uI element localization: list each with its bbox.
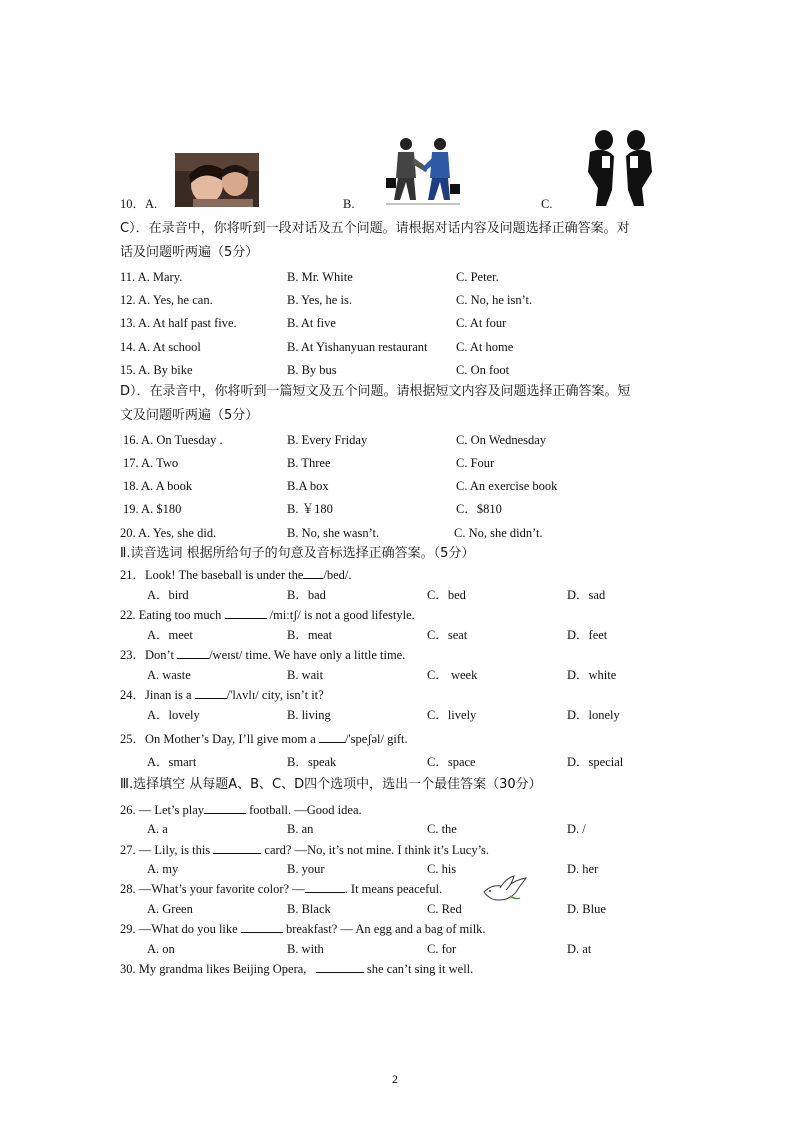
section-3-title: Ⅲ.选择填空 从每题A、B、C、D四个选项中，选出一个最佳答案（30分）	[120, 777, 542, 792]
q29-option-a: A. on	[147, 942, 175, 956]
q29-blank	[241, 921, 283, 933]
q27-option-c: C. his	[427, 862, 457, 876]
q10-option-b: B.	[343, 197, 355, 211]
q22-option-a: A．meet	[147, 628, 193, 642]
q25-option-c: C．space	[427, 755, 476, 769]
q25-stem-end: /'speʃəl/ gift.	[344, 732, 408, 746]
q21-option-a: A．bird	[147, 588, 189, 602]
q30-blank	[316, 961, 364, 973]
q29-stem	[120, 921, 486, 937]
q14-option-a: 14. A. At school	[120, 340, 201, 354]
q26-stem	[120, 802, 362, 818]
q24-stem-end: /'lʌvlɪ/ city, isn’t it?	[226, 688, 324, 702]
q29-stem-start: 29. —What do you like	[120, 922, 238, 936]
q25-stem-start: 25．On Mother’s Day, I’ll give mom a	[120, 732, 316, 746]
section-d-instruction-line2: 文及问题听两遍（5分）	[120, 408, 259, 423]
q21-stem-start: 21．Look! The baseball is under the	[120, 568, 304, 582]
q27-stem-start: 27. — Lily, is this	[120, 843, 211, 857]
q28-stem-end: . It means peaceful.	[344, 882, 443, 896]
q28-stem-start: 28. —What’s your favorite color? —	[120, 882, 305, 896]
q20-option-c: C. No, she didn’t.	[454, 526, 543, 540]
q11-option-b: B. Mr. White	[287, 270, 353, 284]
q22-stem-start: 22. Eating too much	[120, 608, 222, 622]
q17-option-a: 17. A. Two	[123, 456, 179, 470]
section-2-title: Ⅱ.读音选词 根据所给句子的句意及音标选择正确答案。（5分）	[120, 546, 475, 561]
q22-option-c: C．seat	[427, 628, 468, 642]
q13-option-a: 13. A. At half past five.	[120, 316, 237, 330]
q21-blank	[303, 567, 323, 579]
two-people-bowing-icon	[584, 128, 656, 208]
q29-option-b: B. with	[287, 942, 324, 956]
q21-stem	[120, 567, 352, 583]
q23-stem	[120, 647, 405, 663]
q16-option-c: C. On Wednesday	[456, 433, 547, 447]
q27-option-a: A. my	[147, 862, 179, 876]
q16-option-b: B. Every Friday	[287, 433, 368, 447]
q19-option-a: 19. A. $180	[123, 502, 182, 516]
q12-option-c: C. No, he isn’t.	[456, 293, 533, 307]
q30-stem	[120, 961, 473, 977]
q29-option-d: D. at	[567, 942, 592, 956]
q28-option-a: A. Green	[147, 902, 193, 916]
q25-option-b: B．speak	[287, 755, 337, 769]
q24-stem-start: 24．Jinan is a	[120, 688, 192, 702]
q28-option-c: C. Red	[427, 902, 462, 916]
page-number: 2	[392, 1072, 398, 1086]
q15-option-c: C. On foot	[456, 363, 510, 377]
q23-option-a: A. waste	[147, 668, 191, 682]
q10-label: 10．A.	[120, 197, 158, 211]
q14-option-b: B. At Yishanyuan restaurant	[287, 340, 428, 354]
q22-option-b: B．meat	[287, 628, 333, 642]
q24-option-b: B. living	[287, 708, 331, 722]
q20-option-a: 20. A. Yes, she did.	[120, 526, 217, 540]
q17-option-b: B. Three	[287, 456, 331, 470]
q15-option-b: B. By bus	[287, 363, 337, 377]
q24-option-c: C．lively	[427, 708, 477, 722]
q28-stem	[120, 881, 442, 897]
section-c-instruction-line2: 话及问题听两遍（5分）	[120, 245, 259, 260]
q23-option-c: C． week	[427, 668, 478, 682]
q19-option-b: B. ￥180	[287, 502, 333, 516]
q20-option-b: B. No, she wasn’t.	[287, 526, 380, 540]
q14-option-c: C. At home	[456, 340, 514, 354]
q28-blank	[305, 881, 345, 893]
q12-option-b: B. Yes, he is.	[287, 293, 352, 307]
q26-option-a: A. a	[147, 822, 168, 836]
dove-icon	[480, 874, 530, 906]
q24-blank	[195, 687, 227, 699]
q24-option-d: D．lonely	[567, 708, 620, 722]
q13-option-c: C. At four	[456, 316, 507, 330]
q18-option-a: 18. A. A book	[123, 479, 193, 493]
mother-child-photo	[175, 153, 259, 207]
q23-stem-end: /weɪst/ time. We have only a little time.	[209, 648, 406, 662]
q11-option-c: C. Peter.	[456, 270, 499, 284]
q13-option-b: B. At five	[287, 316, 336, 330]
q27-option-d: D. her	[567, 862, 599, 876]
q22-stem	[120, 607, 415, 623]
section-c-instruction-line1: C）．在录音中，你将听到一段对话及五个问题。请根据对话内容及问题选择正确答案。对	[120, 221, 630, 236]
q21-option-c: C．bed	[427, 588, 466, 602]
q23-stem-start: 23．Don’t	[120, 648, 174, 662]
q21-option-d: D．sad	[567, 588, 606, 602]
q25-option-d: D．special	[567, 755, 624, 769]
handshake-icon	[382, 134, 464, 206]
q26-stem-start: 26. — Let’s play	[120, 803, 205, 817]
q12-option-a: 12. A. Yes, he can.	[120, 293, 213, 307]
q29-stem-end: breakfast? — An egg and a bag of milk.	[285, 922, 486, 936]
q25-stem	[120, 731, 408, 747]
q28-option-d: D. Blue	[567, 902, 606, 916]
q30-stem-end: she can’t sing it well.	[366, 962, 474, 976]
q10-option-c: C.	[541, 197, 553, 211]
q18-option-c: C. An exercise book	[456, 479, 558, 493]
q26-option-c: C. the	[427, 822, 457, 836]
q24-option-a: A．lovely	[147, 708, 200, 722]
q28-option-b: B. Black	[287, 902, 331, 916]
q25-blank	[319, 731, 345, 743]
q23-option-b: B. wait	[287, 668, 324, 682]
q24-stem	[120, 687, 324, 703]
q23-option-d: D．white	[567, 668, 617, 682]
q26-option-d: D. /	[567, 822, 586, 836]
q30-stem-start: 30. My grandma likes Beijing Opera,	[120, 962, 307, 976]
q22-option-d: D．feet	[567, 628, 608, 642]
section-d-instruction-line1: D）．在录音中，你将听到一篇短文及五个问题。请根据短文内容及问题选择正确答案。短	[120, 384, 631, 399]
q16-option-a: 16. A. On Tuesday .	[123, 433, 223, 447]
q27-stem-end: card? —No, it’s not mine. I think it’s Lucy’s.	[264, 843, 490, 857]
q17-option-c: C. Four	[456, 456, 495, 470]
q21-option-b: B．bad	[287, 588, 326, 602]
q23-blank	[177, 647, 209, 659]
q27-stem	[120, 842, 489, 858]
q27-blank	[213, 842, 261, 854]
q27-option-b: B. your	[287, 862, 325, 876]
q26-stem-end: football. —Good idea.	[249, 803, 362, 817]
q26-option-b: B. an	[287, 822, 314, 836]
q26-blank	[204, 802, 246, 814]
q22-blank	[225, 607, 267, 619]
q15-option-a: 15. A. By bike	[120, 363, 193, 377]
q11-option-a: 11. A. Mary.	[120, 270, 183, 284]
q18-option-b: B.A box	[287, 479, 329, 493]
q25-option-a: A．smart	[147, 755, 197, 769]
q22-stem-end: /miːtʃ/ is not a good lifestyle.	[269, 608, 415, 622]
q19-option-c: C．$810	[456, 502, 502, 516]
q29-option-c: C. for	[427, 942, 457, 956]
q21-stem-end: /bed/.	[323, 568, 352, 582]
